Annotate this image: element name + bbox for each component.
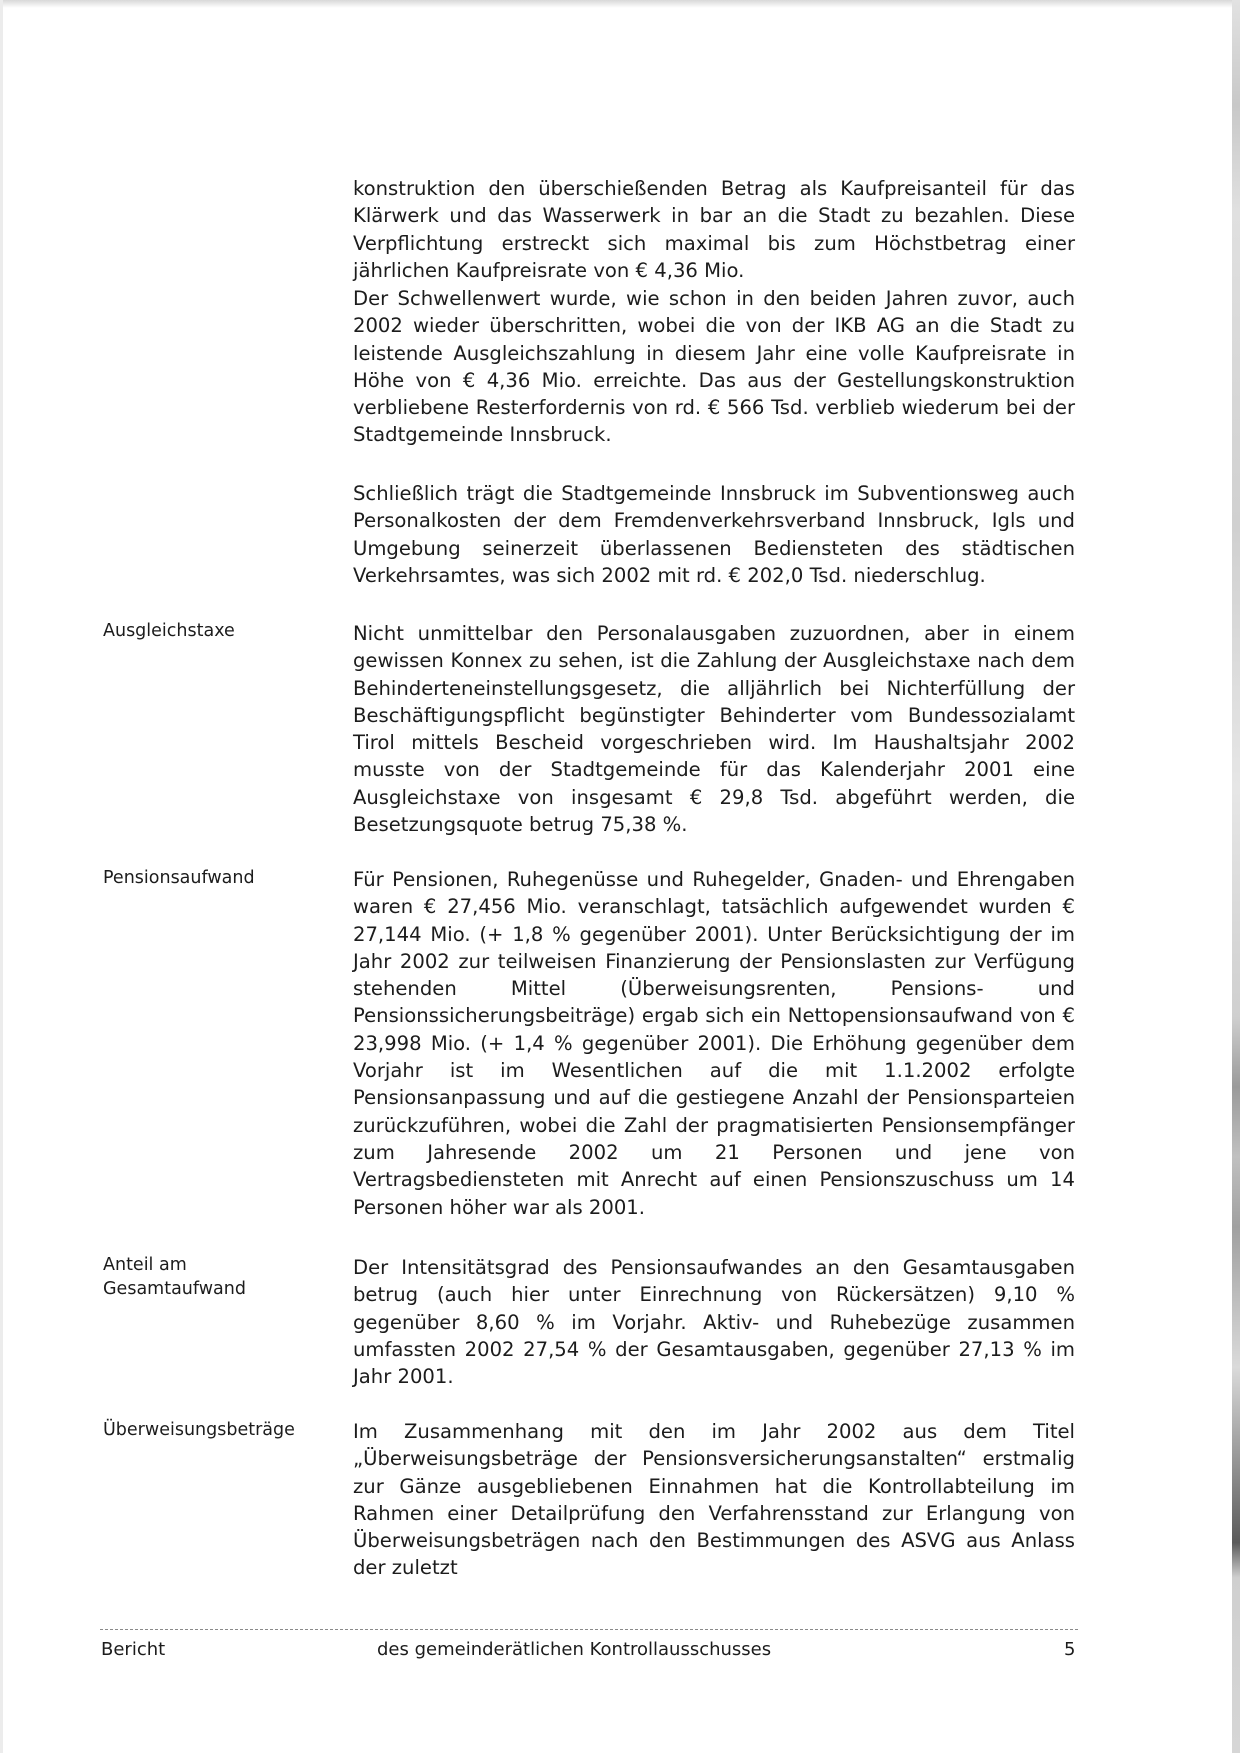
body-paragraph: Der Schwellenwert wurde, wie schon in den beiden Jahren zuvor, auch 2002 wieder überschritten, wobei die von der IKB AG an die Stadt zu leistende Ausgleichszahlung in diesem Jahr eine volle Kaufpreisrate in Höhe von € 4,36 Mio. erreichte. Das aus der Gestellungskonstruktion verbliebene Resterfordernis von rd. € 566 Tsd. verblieb wiederum bei der Stadtgemeinde Innsbruck.: [353, 287, 1075, 447]
body-paragraph: Im Zusammenhang mit den im Jahr 2002 aus dem Titel „Überweisungsbeträge der Pensionsversicherungsanstalten“ erstmalig zur Gänze ausgebliebenen Einnahmen hat die Kontrollabteilung im Rahmen einer Detailprüfung den Verfahrensstand zur Erlangung von Überweisungsbeträgen nach den Bestimmungen des ASVG aus Anlass der zuletzt: [353, 1420, 1075, 1580]
body-paragraph: konstruktion den überschießenden Betrag als Kaufpreisanteil für das Klärwerk und das Wasserwerk in bar an die Stadt zu bezahlen. Diese Verpflichtung erstreckt sich maximal bis zum Höchstbetrag einer jährlichen Kaufpreisrate von € 4,36 Mio.: [353, 177, 1075, 282]
body-paragraph: Schließlich trägt die Stadtgemeinde Innsbruck im Subventionsweg auch Personalkosten der dem Fremdenverkehrsverband Innsbruck, Igls und Umgebung seinerzeit überlassenen Bediensteten des städtischen Verkehrsamtes, was sich 2002 mit rd. € 202,0 Tsd. niederschlug.: [353, 482, 1075, 587]
footer-center: des gemeinderätlichen Kontrollausschusses: [377, 1639, 772, 1660]
margin-note-anteil-line2: Gesamtaufwand: [103, 1279, 246, 1299]
margin-note-ausgleichstaxe: Ausgleichstaxe: [103, 621, 235, 641]
body-paragraph: Nicht unmittelbar den Personalausgaben zuzuordnen, aber in einem gewissen Konnex zu sehen, ist die Zahlung der Ausgleichstaxe nach dem Behinderteneinstellungsgesetz, die alljährlich bei Nichterfüllung der Beschäftigungspflicht begünstigter Behinderter vom Bundessozialamt Tirol mittels Bescheid vorgeschrieben wird. Im Haushaltsjahr 2002 musste von der Stadtgemeinde für das Kalenderjahr 2001 eine Ausgleichstaxe von insgesamt € 29,8 Tsd. abgeführt werden, die Besetzungsquote betrug 75,38 %.: [353, 622, 1075, 837]
body-paragraph: Der Intensitätsgrad des Pensionsaufwandes an den Gesamtausgaben betrug (auch hier unter Einrechnung von Rückersätzen) 9,10 % gegenüber 8,60 % im Vorjahr. Aktiv- und Ruhebezüge zusammen umfassten 2002 27,54 % der Gesamtausgaben, gegenüber 27,13 % im Jahr 2001.: [353, 1256, 1075, 1389]
margin-note-pensionsaufwand: Pensionsaufwand: [103, 868, 255, 888]
page-number: 5: [1064, 1639, 1076, 1660]
scan-top-edge: [0, 0, 1240, 8]
footer-divider: [100, 1629, 1078, 1630]
scan-left-edge: [0, 0, 3, 1753]
margin-note-anteil-line1: Anteil am: [103, 1255, 187, 1275]
margin-note-anteil: [103, 1253, 333, 1301]
margin-note-ueberweisungsbetraege: Überweisungsbeträge: [103, 1420, 295, 1440]
scan-right-edge: [1232, 0, 1240, 1753]
footer-left: Bericht: [101, 1639, 166, 1660]
body-paragraph: Für Pensionen, Ruhegenüsse und Ruhegelder, Gnaden- und Ehrengaben waren € 27,456 Mio. veranschlagt, tatsächlich aufgewendet wurden € 27,144 Mio. (+ 1,8 % gegenüber 2001). Unter Berücksichtigung der im Jahr 2002 zur teilweisen Finanzierung der Pensionslasten zur Verfügung stehenden Mittel (Überweisungsrenten, Pensions- und Pensionssicherungsbeiträge) ergab sich ein Nettopensionsaufwand von € 23,998 Mio. (+ 1,4 % gegenüber 2001). Die Erhöhung gegenüber dem Vorjahr ist im Wesentlichen auf die mit 1.1.2002 erfolgte Pensionsanpassung und auf die gestiegene Anzahl der Pensionsparteien zurückzuführen, wobei die Zahl der pragmatisierten Pensionsempfänger zum Jahresende 2002 um 21 Personen und jene von Vertragsbediensteten mit Anrecht auf einen Pensionszuschuss um 14 Personen höher war als 2001.: [353, 868, 1075, 1219]
